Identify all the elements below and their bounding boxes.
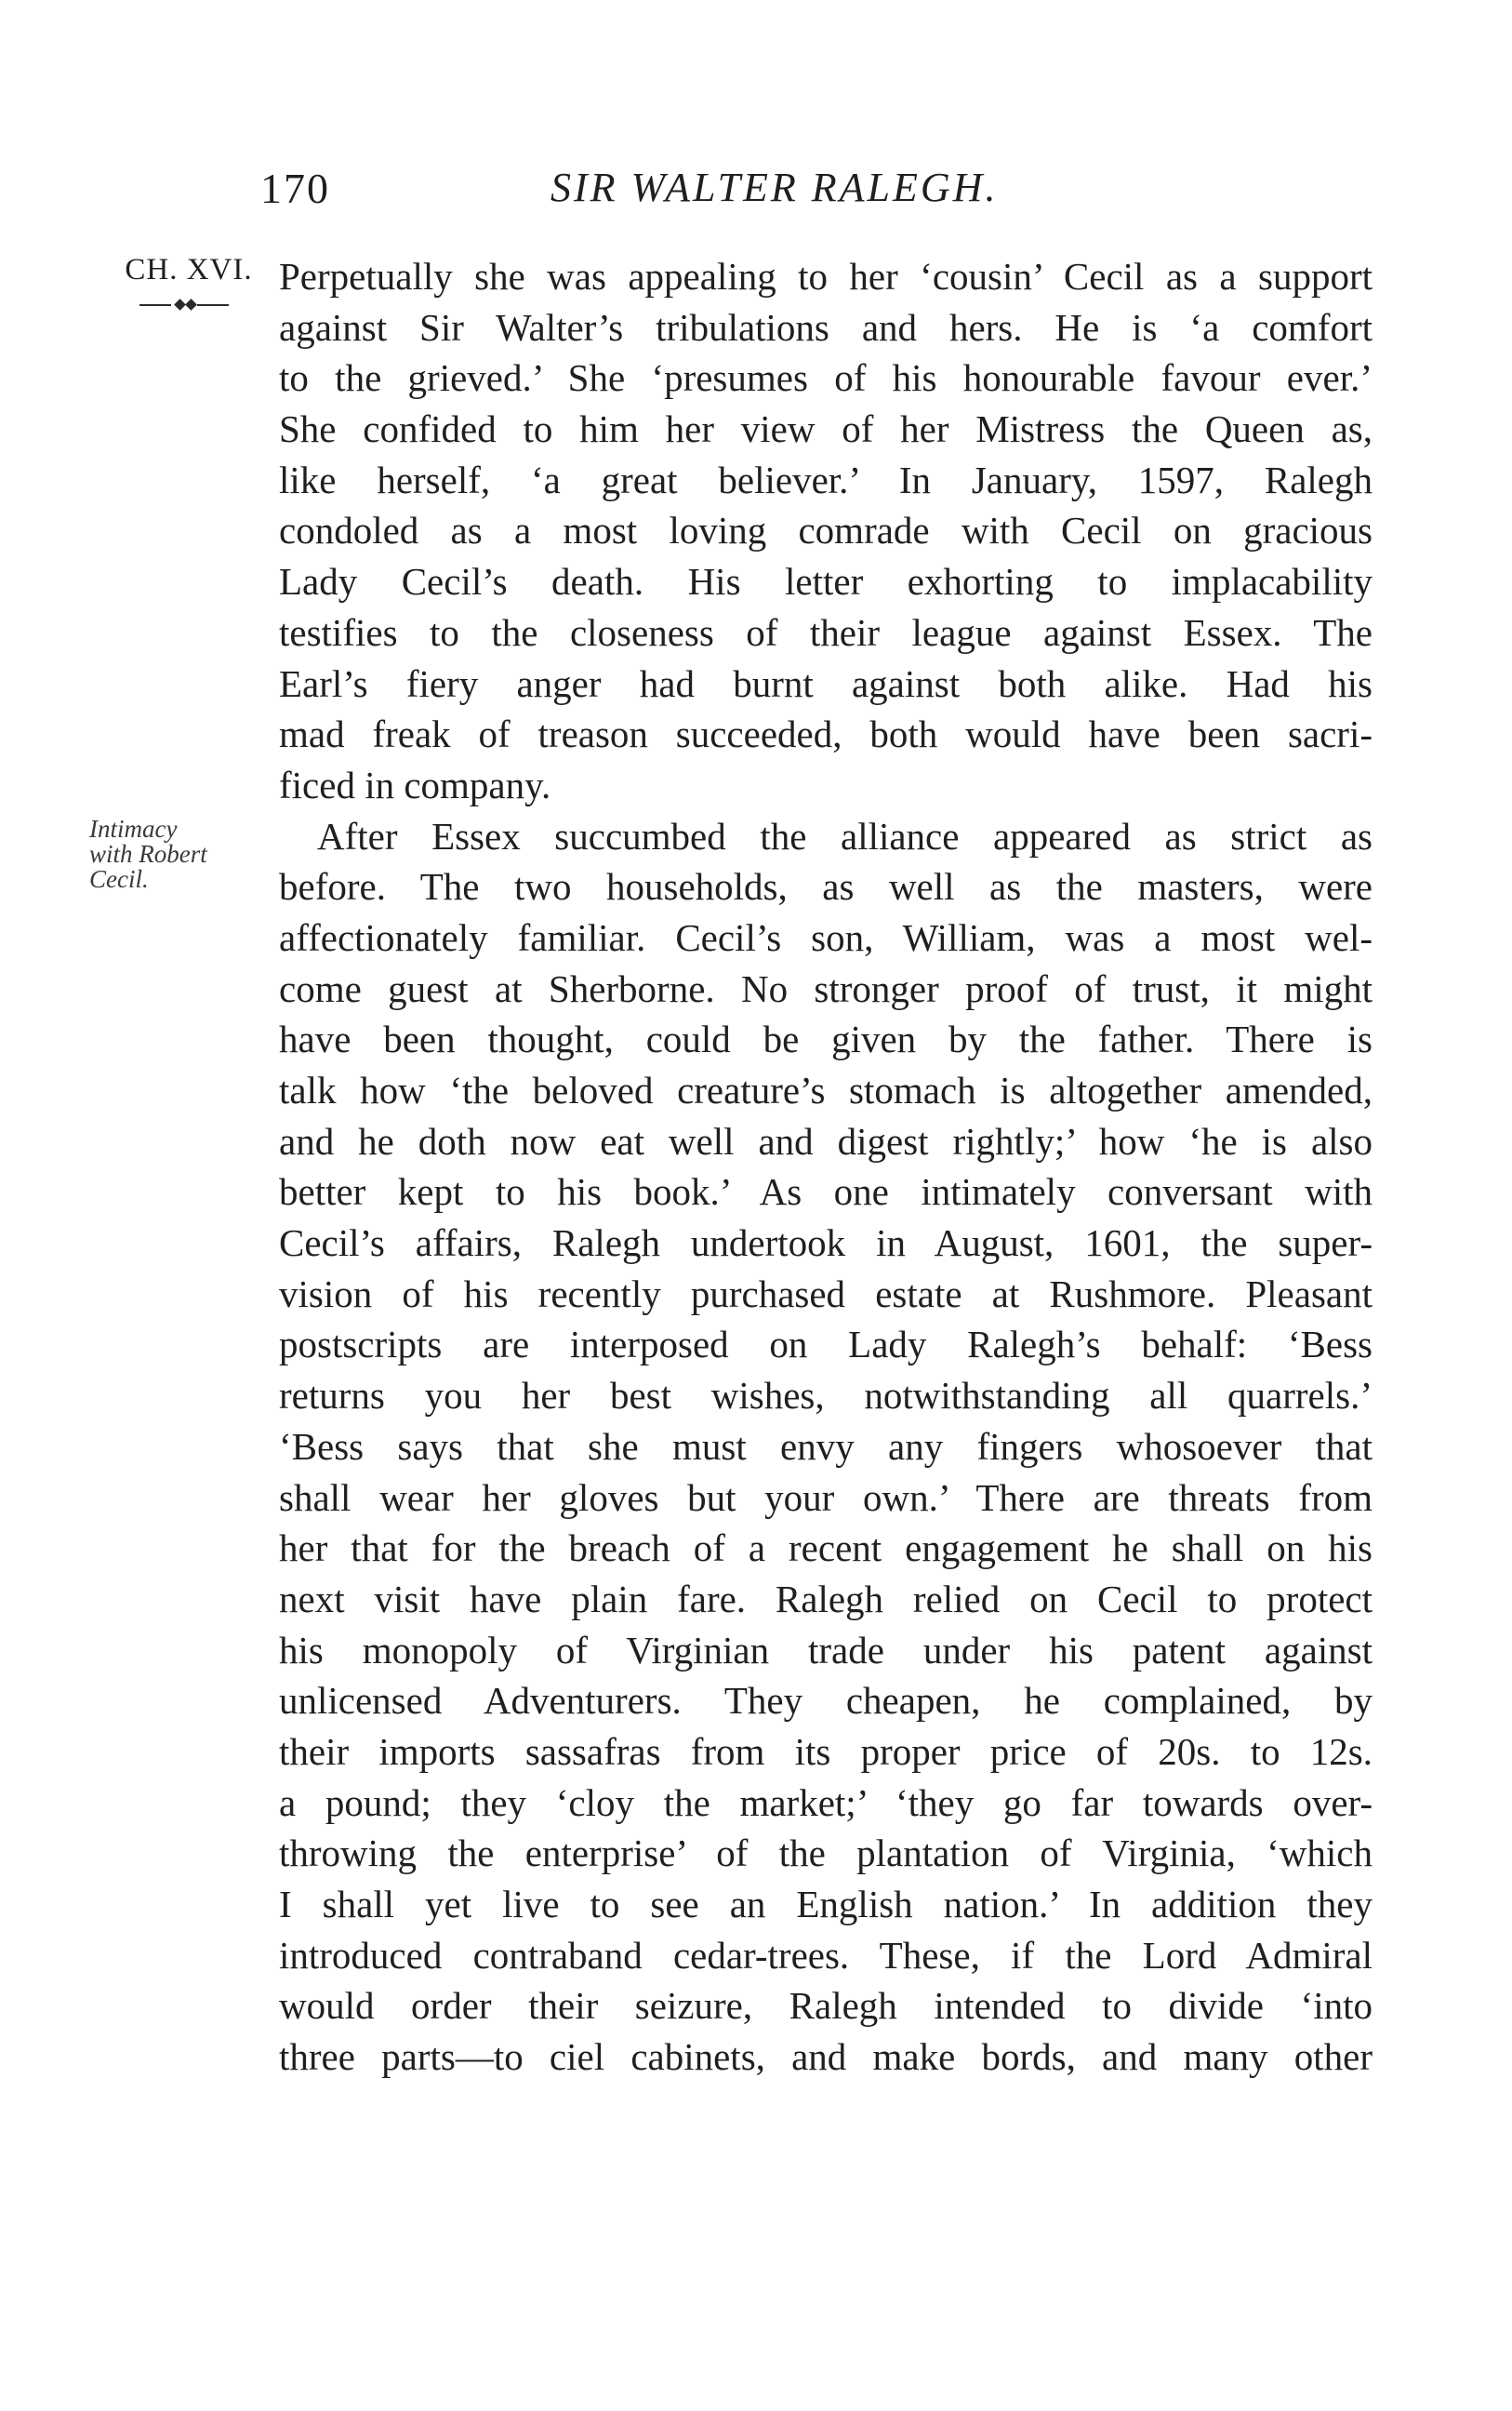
text-line: would order their seizure, Ralegh intended to divide ‘into [279,1984,1373,2028]
text-line: affectionately familiar. Cecil’s son, William, was a most wel- [279,915,1373,959]
text-line: three parts—to ciel cabinets, and make bords, and many other [279,2035,1373,2079]
text-line: She confided to him her view of her Mistress the Queen as, [279,407,1373,451]
sidenote-line: Intimacy [89,815,178,843]
text-line: have been thought, could be given by the father. There is [279,1018,1373,1061]
text-line: her that for the breach of a recent engagement he shall on his [279,1526,1373,1570]
text-line: a pound; they ‘cloy the market;’ ‘they go far towards over- [279,1780,1373,1824]
ornament-rule-left [139,304,171,306]
text-line: Earl’s fiery anger had burnt against both alike. Had his [279,661,1373,705]
paragraph-start-line: After Essex succumbed the alliance appeared as strict as [279,814,1373,858]
text-line: and he doth now eat well and digest rightly;’ how ‘he is also [279,1119,1373,1163]
ornament-diamond [174,299,186,311]
text-line: condoled as a most loving comrade with Cecil on gracious [279,509,1373,553]
text-line: postscripts are interposed on Lady Ralegh’s behalf: ‘Bess [279,1323,1373,1366]
chapter-marker: CH. XVI. [125,253,253,286]
text-line: I shall yet live to see an English nation.’ In addition they [279,1883,1373,1925]
text-line: throwing the enterprise’ of the plantation of Virginia, ‘which [279,1832,1373,1875]
text-line: unlicensed Adventurers. They cheapen, he complained, by [279,1679,1373,1723]
page-number: 170 [260,165,330,212]
text-line: mad freak of treason succeeded, both would have been sacri- [279,713,1373,756]
text-line: before. The two households, as well as the masters, were [279,865,1373,909]
text-line: talk how ‘the beloved creature’s stomach is altogether amended, [279,1069,1373,1112]
ornament-diamond [185,299,197,311]
sidenote-line: with Robert [89,840,207,868]
text-line: against Sir Walter’s tribulations and hers. He is ‘a comfort [279,305,1373,349]
running-title: SIR WALTER RALEGH. [550,165,999,210]
text-line: introduced contraband cedar-trees. These, if the Lord Admiral [279,1933,1373,1977]
text-line: Cecil’s affairs, Ralegh undertook in August, 1601, the super- [279,1221,1373,1265]
text-line: better kept to his book.’ As one intimately conversant with [279,1170,1373,1214]
text-line: vision of his recently purchased estate at Rushmore. Pleasant [279,1272,1373,1315]
page-header [260,164,1376,220]
paragraph-end-line: ficed in company. [279,763,551,806]
text-line: come guest at Sherborne. No stronger proof of trust, it might [279,966,1373,1010]
text-line: to the grieved.’ She ‘presumes of his honourable favour ever.’ [279,356,1373,400]
text-line: like herself, ‘a great believer.’ In January, 1597, Ralegh [279,458,1373,501]
text-line: Lady Cecil’s death. His letter exhorting to implacability [279,560,1373,604]
text-line: testifies to the closeness of their league against Essex. The [279,610,1373,654]
chapter-ornament-icon [139,296,229,314]
body-text [279,251,1373,2083]
text-line: his monopoly of Virginian trade under his patent against [279,1628,1373,1672]
text-line: Perpetually she was appealing to her ‘cousin’ Cecil as a support [279,255,1373,298]
text-line: ‘Bess says that she must envy any fingers whosoever that [279,1424,1373,1468]
ornament-rule-right [197,304,229,306]
text-line: their imports sassafras from its proper price of 20s. to 12s. [279,1729,1373,1773]
text-line: shall wear her gloves but your own.’ There are threats from [279,1475,1373,1519]
sidenote-line: Cecil. [89,865,149,893]
text-line: returns you her best wishes, notwithstanding all quarrels.’ [279,1374,1373,1418]
marginal-sidenote [89,817,266,892]
text-line: next visit have plain fare. Ralegh relied on Cecil to protect [279,1577,1373,1620]
